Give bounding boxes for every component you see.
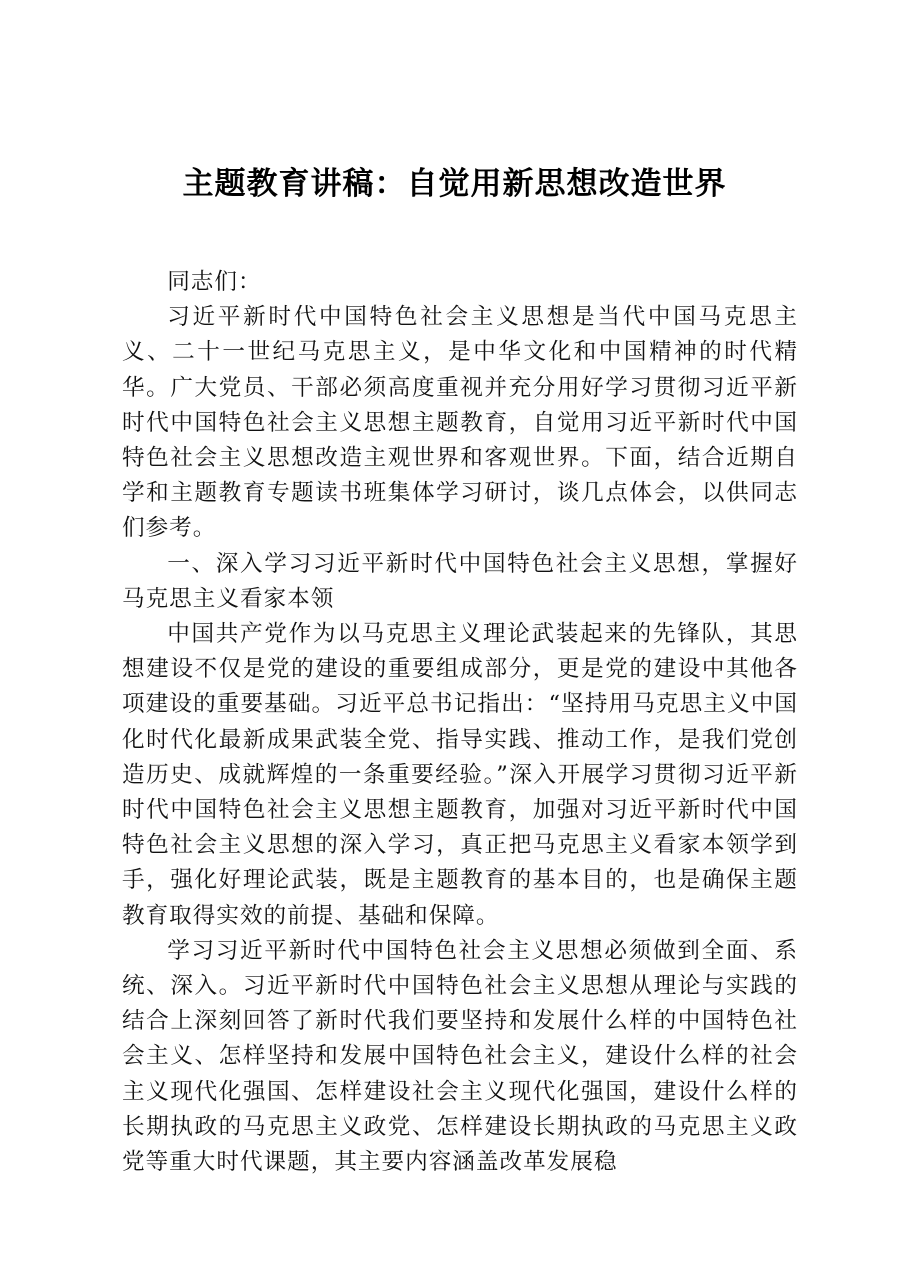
document-title: 主题教育讲稿：自觉用新思想改造世界 [182, 166, 727, 202]
body-paragraph: 学习习近平新时代中国特色社会主义思想必须做到全面、系统、深入。习近平新时代中国特色社会主义思想从理论与实践的结合上深刻回答了新时代我们要坚持和发展什么样的中国特色社会主义、怎样坚持和发展中国特色社会主义，建设什么样的社会主义现代化强国、怎样建设社会主义现代化强国，建设什么样的长期执政的马克思主义政党、怎样建设长期执政的马克思主义政党等重大时代课题，其主要内容涵盖改革发展稳 [122, 937, 798, 1176]
body-paragraph: 中国共产党作为以马克思主义理论武装起来的先锋队，其思想建设不仅是党的建设的重要组成部分，更是党的建设中其他各项建设的重要基础。习近平总书记指出：“坚持用马克思主义中国化时代化最新成果武装全党、指导实践、推动工作，是我们党创造历史、成就辉煌的一条重要经验。”深入开展学习贯彻习近平新时代中国特色社会主义思想主题教育，加强对习近平新时代中国特色社会主义思想的深入学习，真正把马克思主义看家本领学到手，强化好理论武装，既是主题教育的基本目的，也是确保主题教育取得实效的前提、基础和保障。 [122, 621, 798, 929]
document-body [122, 265, 798, 1180]
intro-paragraph: 习近平新时代中国特色社会主义思想是当代中国马克思主义、二十一世纪马克思主义，是中华文化和中国精神的时代精华。广大党员、干部必须高度重视并充分用好学习贯彻习近平新时代中国特色社会主义思想主题教育，自觉用习近平新时代中国特色社会主义思想改造主观世界和客观世界。下面，结合近期自学和主题教育专题读书班集体学习研讨，谈几点体会，以供同志们参考。 [122, 304, 798, 542]
salutation-paragraph: 同志们： [167, 269, 262, 295]
section-heading-1: 一、深入学习习近平新时代中国特色社会主义思想，掌握好马克思主义看家本领 [122, 550, 798, 612]
